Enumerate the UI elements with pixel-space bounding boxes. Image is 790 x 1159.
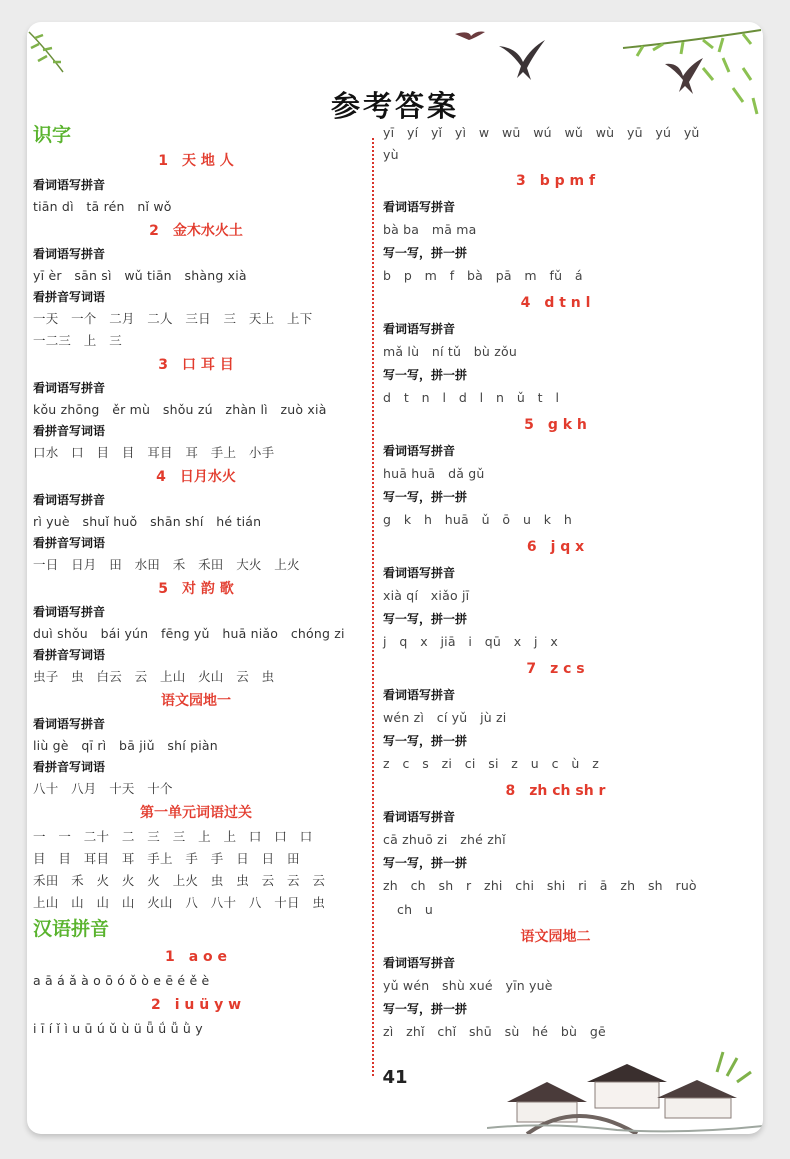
lesson-heading: 5 对 韵 歌 <box>158 581 234 597</box>
answer-line: 虫子 虫 白云 云 上山 火山 云 虫 <box>33 669 275 684</box>
exercise-label: 写一写，拼一拼 <box>383 1002 468 1016</box>
answer-line: yī yí yǐ yì w wū wú wǔ wù yū yú yǔ <box>383 125 700 140</box>
exercise-label: 看词语写拼音 <box>33 605 106 619</box>
answer-line: ch u <box>397 902 434 917</box>
exercise-label: 看拼音写词语 <box>33 424 106 438</box>
exercise-label: 看词语写拼音 <box>33 493 106 507</box>
lesson-heading: 1 a o e <box>164 949 228 965</box>
exercise-label: 写一写，拼一拼 <box>383 734 468 748</box>
exercise-label: 写一写，拼一拼 <box>383 612 468 626</box>
exercise-label: 看拼音写词语 <box>33 290 106 304</box>
answer-line: yī èr sān sì wǔ tiān shàng xià <box>33 268 247 283</box>
answer-line: 一日 日月 田 水田 禾 禾田 大火 上火 <box>33 557 300 572</box>
exercise-label: 看词语写拼音 <box>33 247 106 261</box>
exercise-label: 写一写，拼一拼 <box>383 856 468 870</box>
answer-line: a ā á ǎ à o ō ó ǒ ò e ē é ě è <box>33 973 210 988</box>
exercise-label: 写一写，拼一拼 <box>383 246 468 260</box>
answer-line: mǎ lù ní tǔ bù zǒu <box>383 344 517 359</box>
answer-line: duì shǒu bái yún fēng yǔ huā niǎo chóng zi <box>33 626 345 641</box>
page-title: 参考答案 <box>330 89 459 123</box>
section-heading-shizi: 识字 <box>33 124 72 146</box>
answer-line: cā zhuō zi zhé zhǐ <box>383 832 506 847</box>
exercise-label: 看词语写拼音 <box>383 200 456 214</box>
lesson-heading: 第一单元词语过关 <box>140 805 252 821</box>
answer-line: huā huā dǎ gǔ <box>383 466 485 481</box>
exercise-label: 看词语写拼音 <box>383 688 456 702</box>
answer-line: i ī í ǐ ì u ū ú ǔ ù ü ǖ ǘ ǚ ǜ y <box>33 1021 203 1036</box>
lesson-heading: 4 d t n l <box>520 295 591 311</box>
answer-line: xià qí xiǎo jī <box>383 588 470 603</box>
exercise-label: 看词语写拼音 <box>383 956 456 970</box>
lesson-heading: 3 口 耳 目 <box>158 357 234 373</box>
answer-page <box>27 22 763 1134</box>
answer-line: kǒu zhōng ěr mù shǒu zú zhàn lì zuò xià <box>33 402 327 417</box>
answer-line: tiān dì tā rén nǐ wǒ <box>33 199 172 214</box>
answer-line: bà ba mā ma <box>383 222 477 237</box>
exercise-label: 看词语写拼音 <box>383 322 456 336</box>
exercise-label: 看词语写拼音 <box>383 810 456 824</box>
exercise-label: 看拼音写词语 <box>33 536 106 550</box>
answer-line: 八十 八月 十天 十个 <box>33 781 173 796</box>
lesson-heading: 4 日月水火 <box>156 469 236 485</box>
exercise-label: 看词语写拼音 <box>33 717 106 731</box>
column-divider <box>372 138 374 1076</box>
answer-line: 禾田 禾 火 火 火 上火 虫 虫 云 云 云 <box>33 873 326 888</box>
section-heading-pinyin: 汉语拼音 <box>33 918 110 940</box>
lesson-heading: 3 b p m f <box>515 173 596 189</box>
exercise-label: 写一写，拼一拼 <box>383 368 468 382</box>
answer-line: 一天 一个 二月 二人 三日 三 天上 上下 <box>33 311 313 326</box>
exercise-label: 看词语写拼音 <box>383 566 456 580</box>
lesson-heading: 8 zh ch sh r <box>505 783 606 799</box>
right-column <box>383 122 728 1044</box>
answer-line: zh ch sh r zhi chi shi ri ā zh sh ruò <box>383 878 697 893</box>
answer-line: liù gè qī rì bā jiǔ shí piàn <box>33 738 218 753</box>
answer-line: z c s zi ci si z u c ù z <box>383 756 599 771</box>
left-column <box>33 122 359 1040</box>
lesson-heading: 语文园地二 <box>520 929 591 945</box>
lesson-heading: 6 j q x <box>526 539 585 555</box>
answer-line: yǔ wén shù xué yīn yuè <box>383 978 553 993</box>
lesson-heading: 1 天 地 人 <box>158 153 234 169</box>
page-number: 41 <box>382 1067 408 1088</box>
exercise-label: 看拼音写词语 <box>33 760 106 774</box>
lesson-heading: 2 金木水火土 <box>149 223 243 239</box>
answer-line: wén zì cí yǔ jù zi <box>383 710 507 725</box>
answer-line: 一 一 二十 二 三 三 上 上 口 口 口 <box>33 829 313 844</box>
village-bridge-painting-icon <box>487 1042 763 1134</box>
exercise-label: 写一写，拼一拼 <box>383 490 468 504</box>
answer-line: b p m f bà pā m fǔ á <box>383 268 583 283</box>
lesson-heading: 5 g k h <box>524 417 587 433</box>
answer-line: d t n l d l n ǔ t l <box>383 390 560 405</box>
answer-line: zì zhǐ chǐ shū sù hé bù gē <box>383 1024 606 1039</box>
answer-line: g k h huā ǔ ō u k h <box>383 512 573 527</box>
lesson-heading: 2 i u ü y w <box>150 997 242 1013</box>
answer-line: 口水 口 目 目 耳目 耳 手上 小手 <box>33 445 275 460</box>
exercise-label: 看词语写拼音 <box>383 444 456 458</box>
answer-line: j q x jiā i qū x j x <box>383 634 559 649</box>
lesson-heading: 7 z c s <box>526 661 585 677</box>
lesson-heading: 语文园地一 <box>161 693 231 709</box>
exercise-label: 看拼音写词语 <box>33 648 106 662</box>
exercise-label: 看词语写拼音 <box>33 381 106 395</box>
willow-branch-left-icon <box>27 28 67 76</box>
swallow-bird-icon <box>497 38 547 82</box>
swallow-bird-small-icon <box>455 28 485 42</box>
answer-line: 一二三 上 三 <box>33 333 122 348</box>
answer-line: 目 目 耳目 耳 手上 手 手 日 日 田 <box>33 851 300 866</box>
answer-line: 上山 山 山 山 火山 八 八十 八 十日 虫 <box>33 895 326 910</box>
answer-line: yù <box>383 147 399 162</box>
answer-line: rì yuè shuǐ huǒ shān shí hé tián <box>33 514 262 529</box>
exercise-label: 看词语写拼音 <box>33 178 106 192</box>
